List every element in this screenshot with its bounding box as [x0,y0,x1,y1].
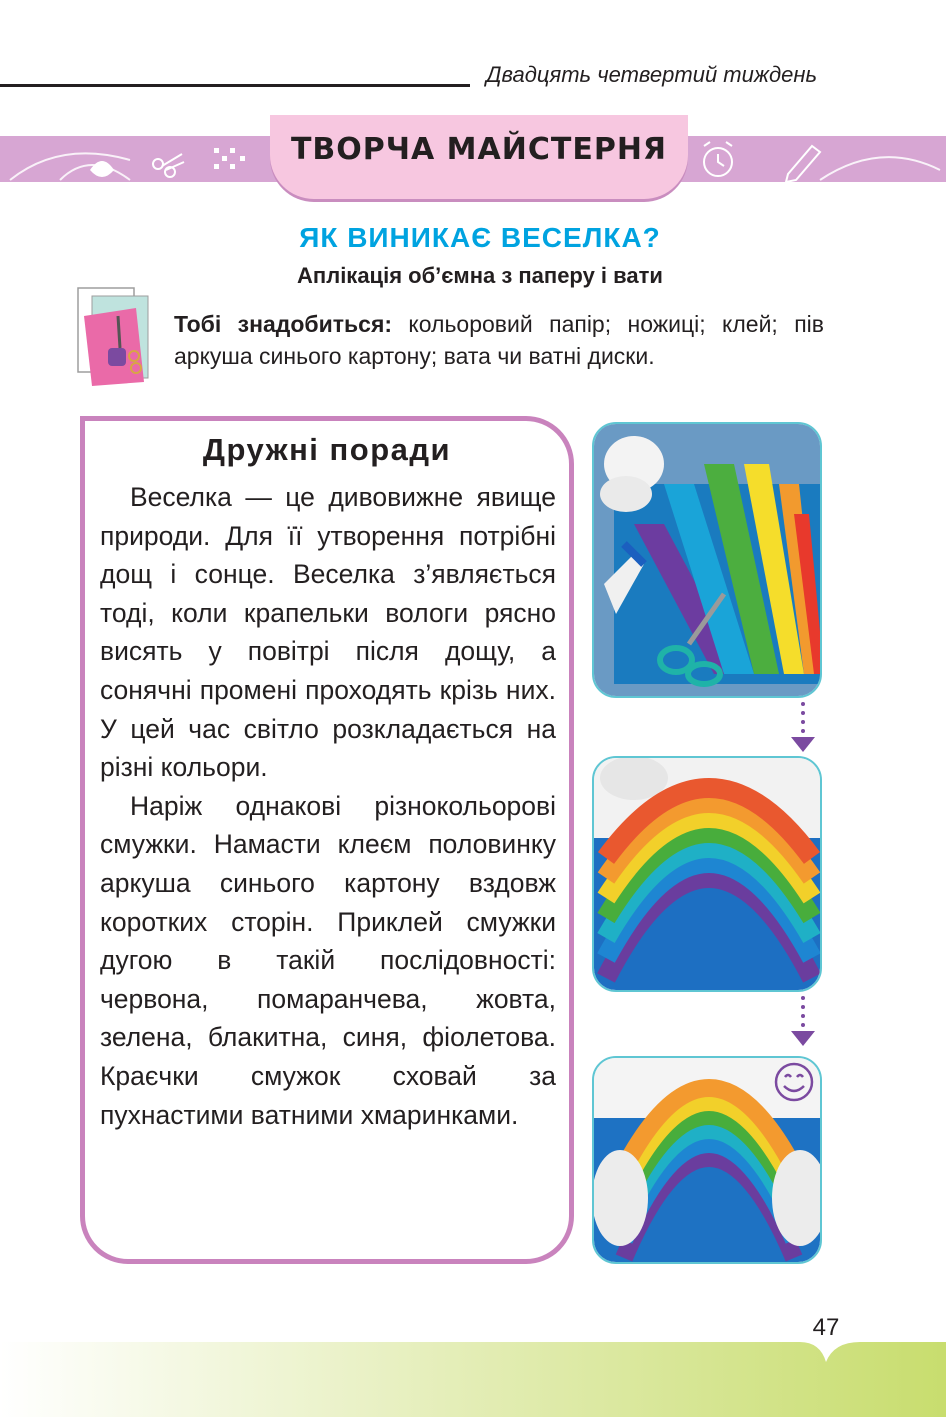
tips-paragraph: Наріж однакові різнокольорові смужки. Намасти клеєм половинку аркуша синього картону вздовж коротких сторін. Приклей смужки дугою в такій послідовності: червона, помаранчева, жовта, зелена, блакитна, синя, фіолетова. Краєчки смужок сховай за пухнастими ватними хмаринками. [100,790,556,1130]
arrow-down-icon [790,700,820,754]
snowflake-icon [214,148,245,169]
materials-needed [174,308,824,372]
footer-band [0,1342,946,1417]
tips-paragraph: Веселка — це дивовижне явище природи. Для її утворення потрібні дощ і сонце. Веселка з’являється тоді, коли крапельки вологи рясно висять у повітрі після дощу, а сонячні промені проходять крізь них. У цей час світло розкладається на різні кольори. [100,482,556,783]
tips-body [100,478,556,1134]
craft-materials-icon [74,286,154,386]
leaf-icon [90,161,114,177]
section-title: ТВОРЧА МАЙСТЕРНЯ [290,132,668,167]
alarm-clock-icon [704,142,732,176]
scissors-icon [153,154,184,177]
materials-text: кольоровий папір; ножиці; клей; пів аркуша синього картону; вата чи ватні диски. [174,311,824,369]
photo-rainbow-step-image [594,758,822,992]
photo-rainbow-step [592,756,822,992]
lesson-subtitle: Аплікація об’ємна з паперу і вати [297,263,663,288]
lesson-title: ЯК ВИНИКАЄ ВЕСЕЛКА? [299,222,661,253]
page-number: 47 [812,1314,840,1341]
materials-label: Тобі знадобиться: [174,311,393,337]
tips-title: Дружні поради [202,432,452,467]
arc-decor-3 [820,157,940,180]
smile-icon [772,1060,816,1104]
pencil-icon [786,146,820,182]
photo-materials-image [594,424,822,698]
arrow-down-icon [790,994,820,1048]
arc-decor [10,153,130,180]
week-title: Двадцять четвертий тиждень [486,62,818,87]
header-rule [0,84,470,87]
photo-materials [592,422,822,698]
